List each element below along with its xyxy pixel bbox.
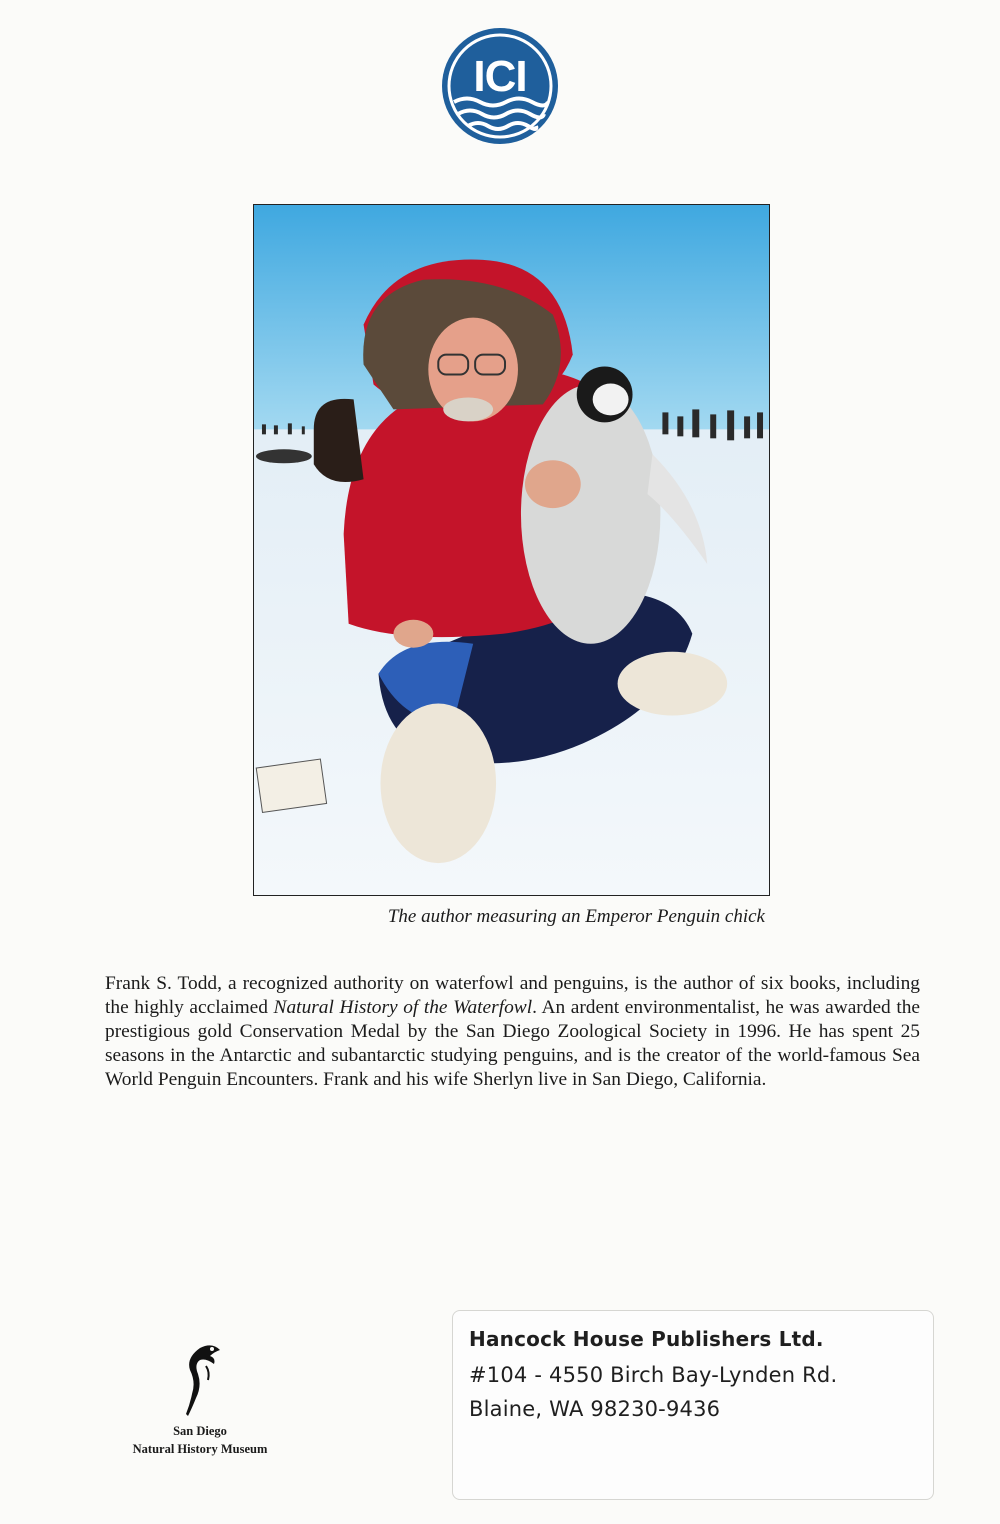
publisher-city: Blaine, WA 98230-9436 [469,1397,721,1421]
museum-name-line2: Natural History Museum [132,1442,268,1456]
author-photo [253,204,770,896]
author-with-penguin-photo-icon [254,205,769,895]
ici-logo [440,18,560,156]
book-title: Natural History of the Waterfowl [273,997,533,1018]
bio-text-2: . An ardent environmentalist, he was awarded the prestigious gold Conservation Medal by the San Diego Zoological Society in 1996. He has spent 25 seasons in the Antarctic and subantarctic studying penguins, and is the creator of the world-famous Sea World Penguin Encounters. Frank and his wife Sherlyn live in San Diego, California. [105,997,921,1090]
museum-logo [100,1340,300,1458]
publisher-name: Hancock House Publishers Ltd. [469,1327,824,1351]
ici-logo-text: ICI [473,52,527,101]
bio-text-1: Frank S. Todd, a recognized authority on waterfowl and penguins, is the author of six books, including the highly acclaimed [105,973,920,1018]
publisher-address: #104 - 4550 Birch Bay-Lynden Rd. [469,1363,838,1387]
publisher-address-label [452,1310,934,1500]
author-bio [105,972,920,1092]
museum-name-line1: San Diego [173,1424,227,1438]
bird-skeleton-logo-icon [170,1340,230,1420]
photo-caption: The author measuring an Emperor Penguin chick [387,906,765,927]
